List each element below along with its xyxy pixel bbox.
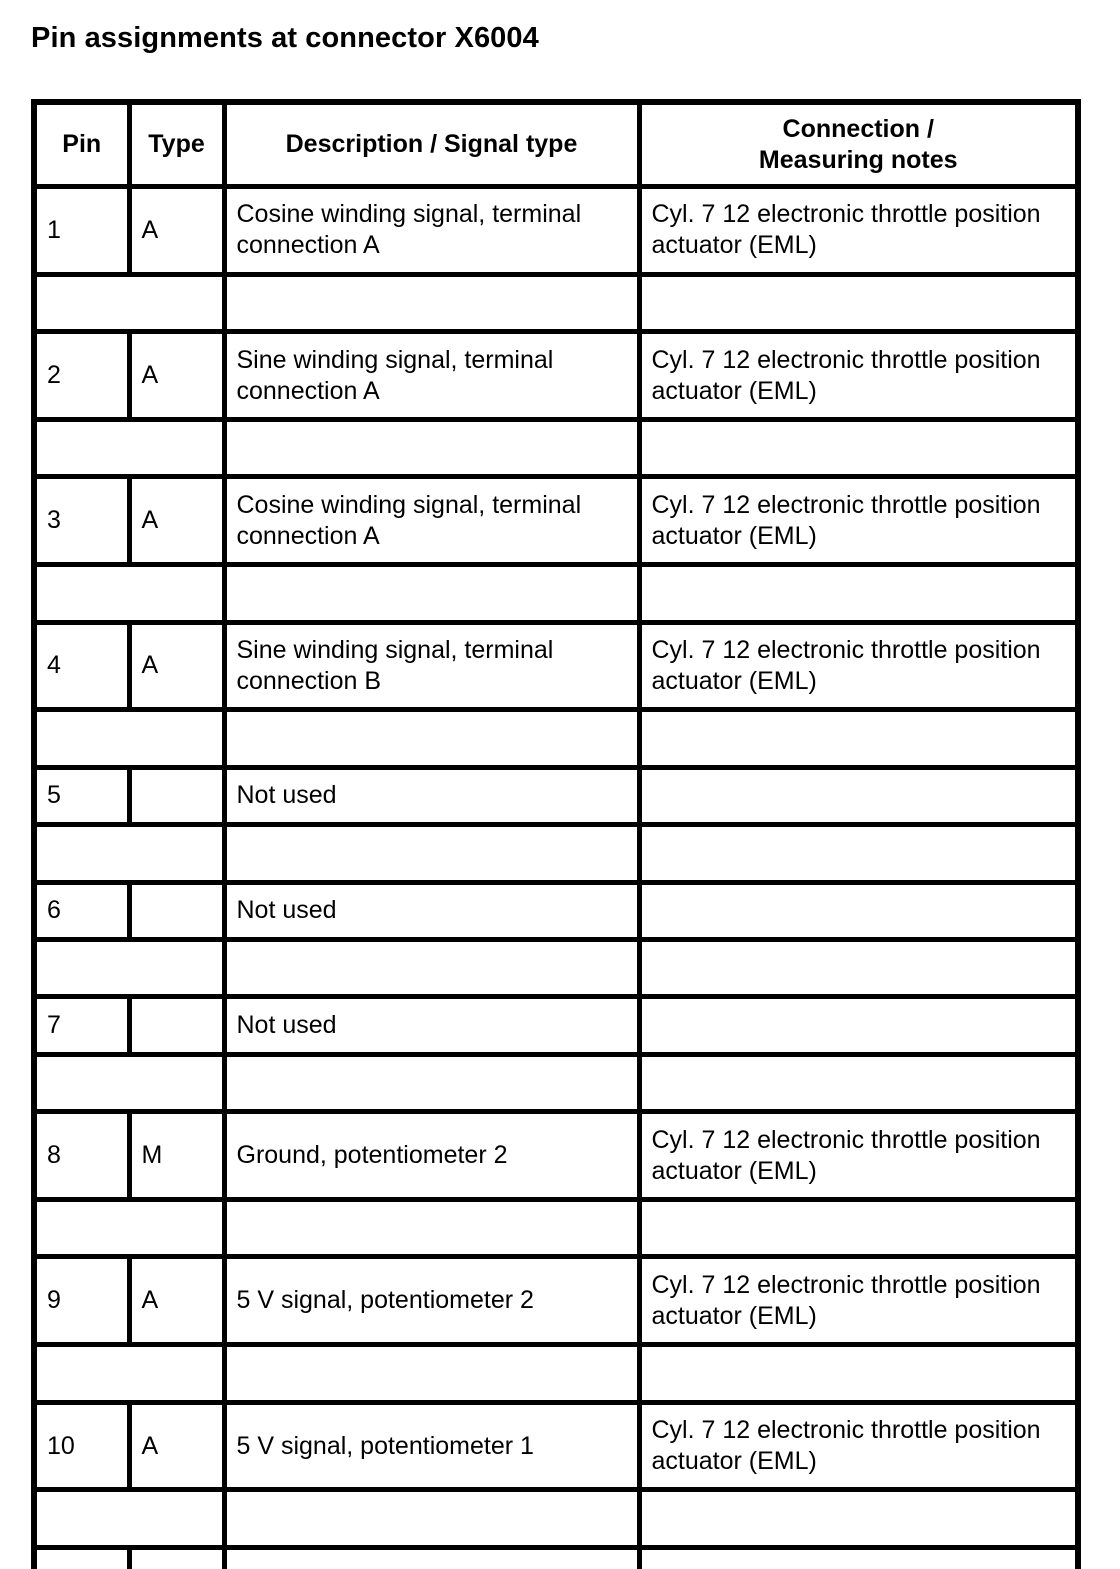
cell-pin: 3 [34, 477, 129, 565]
table-row [34, 187, 1078, 275]
spacer-row [34, 1345, 1078, 1402]
cell-connection: Cyl. 7 12 electronic throttle position actuator (EML) [639, 1112, 1078, 1200]
continuation-cell [129, 1547, 224, 1569]
table-row [34, 1257, 1078, 1345]
cell-connection: Cyl. 7 12 electronic throttle position actuator (EML) [639, 477, 1078, 565]
table-body [34, 187, 1078, 1569]
spacer-cell [224, 940, 639, 997]
spacer-row [34, 274, 1078, 331]
table-row [34, 882, 1078, 939]
spacer-cell [224, 1200, 639, 1257]
continuation-cell [639, 1547, 1078, 1569]
cell-type: A [129, 622, 224, 710]
spacer-cell [34, 940, 224, 997]
cell-connection [639, 882, 1078, 939]
table-row [34, 997, 1078, 1054]
cell-description: 5 V signal, potentiometer 1 [224, 1402, 639, 1490]
cell-pin: 1 [34, 187, 129, 275]
spacer-cell [639, 825, 1078, 882]
spacer-cell [639, 940, 1078, 997]
spacer-cell [224, 825, 639, 882]
cell-description: Cosine winding signal, terminal connection A [224, 477, 639, 565]
continuation-row [34, 1547, 1078, 1569]
table-header-row [34, 102, 1078, 187]
spacer-row [34, 565, 1078, 622]
cell-type [129, 997, 224, 1054]
page-title: Pin assignments at connector X6004 [31, 22, 539, 55]
spacer-cell [639, 419, 1078, 476]
spacer-cell [639, 274, 1078, 331]
spacer-cell [34, 419, 224, 476]
cell-description: Not used [224, 882, 639, 939]
spacer-cell [34, 825, 224, 882]
cell-type: A [129, 332, 224, 420]
table-row [34, 1402, 1078, 1490]
spacer-row [34, 1490, 1078, 1547]
spacer-cell [34, 1054, 224, 1111]
cell-connection [639, 997, 1078, 1054]
spacer-cell [34, 1200, 224, 1257]
cell-type: A [129, 1257, 224, 1345]
cell-connection: Cyl. 7 12 electronic throttle position actuator (EML) [639, 622, 1078, 710]
cell-pin: 10 [34, 1402, 129, 1490]
header-description: Description / Signal type [224, 102, 639, 187]
spacer-cell [639, 1490, 1078, 1547]
cell-description: 5 V signal, potentiometer 2 [224, 1257, 639, 1345]
cell-connection [639, 767, 1078, 824]
spacer-cell [639, 1054, 1078, 1111]
cell-pin: 9 [34, 1257, 129, 1345]
cell-connection: Cyl. 7 12 electronic throttle position actuator (EML) [639, 187, 1078, 275]
header-connection [639, 102, 1078, 187]
spacer-row [34, 710, 1078, 767]
table-row [34, 1112, 1078, 1200]
spacer-cell [639, 1200, 1078, 1257]
spacer-cell [34, 565, 224, 622]
cell-description: Sine winding signal, terminal connection B [224, 622, 639, 710]
spacer-row [34, 1200, 1078, 1257]
continuation-cell [224, 1547, 639, 1569]
spacer-cell [224, 1345, 639, 1402]
table-row [34, 767, 1078, 824]
spacer-row [34, 825, 1078, 882]
spacer-cell [34, 710, 224, 767]
spacer-cell [639, 1345, 1078, 1402]
cell-connection: Cyl. 7 12 electronic throttle position actuator (EML) [639, 1402, 1078, 1490]
spacer-row [34, 940, 1078, 997]
cell-type: A [129, 187, 224, 275]
cell-connection: Cyl. 7 12 electronic throttle position actuator (EML) [639, 1257, 1078, 1345]
spacer-cell [224, 1490, 639, 1547]
spacer-cell [224, 565, 639, 622]
cell-type [129, 767, 224, 824]
header-connection-line1: Connection / [783, 115, 934, 143]
cell-type: A [129, 477, 224, 565]
spacer-row [34, 1054, 1078, 1111]
spacer-cell [224, 710, 639, 767]
spacer-cell [34, 1345, 224, 1402]
header-type: Type [129, 102, 224, 187]
spacer-row [34, 419, 1078, 476]
table-row [34, 477, 1078, 565]
cell-pin: 8 [34, 1112, 129, 1200]
cell-type [129, 882, 224, 939]
cell-type: M [129, 1112, 224, 1200]
spacer-cell [224, 419, 639, 476]
table-row [34, 622, 1078, 710]
cell-description: Not used [224, 767, 639, 824]
cell-description: Ground, potentiometer 2 [224, 1112, 639, 1200]
cell-pin: 5 [34, 767, 129, 824]
cell-pin: 2 [34, 332, 129, 420]
cell-pin: 7 [34, 997, 129, 1054]
table-row [34, 332, 1078, 420]
continuation-cell [34, 1547, 129, 1569]
cell-pin: 6 [34, 882, 129, 939]
pin-assignment-table [31, 99, 1081, 1569]
spacer-cell [224, 274, 639, 331]
cell-pin: 4 [34, 622, 129, 710]
cell-type: A [129, 1402, 224, 1490]
spacer-cell [34, 1490, 224, 1547]
cell-description: Not used [224, 997, 639, 1054]
header-pin: Pin [34, 102, 129, 187]
spacer-cell [34, 274, 224, 331]
cell-description: Sine winding signal, terminal connection A [224, 332, 639, 420]
cell-connection: Cyl. 7 12 electronic throttle position actuator (EML) [639, 332, 1078, 420]
spacer-cell [639, 565, 1078, 622]
spacer-cell [224, 1054, 639, 1111]
cell-description: Cosine winding signal, terminal connection A [224, 187, 639, 275]
spacer-cell [639, 710, 1078, 767]
header-connection-line2: Measuring notes [759, 146, 958, 174]
